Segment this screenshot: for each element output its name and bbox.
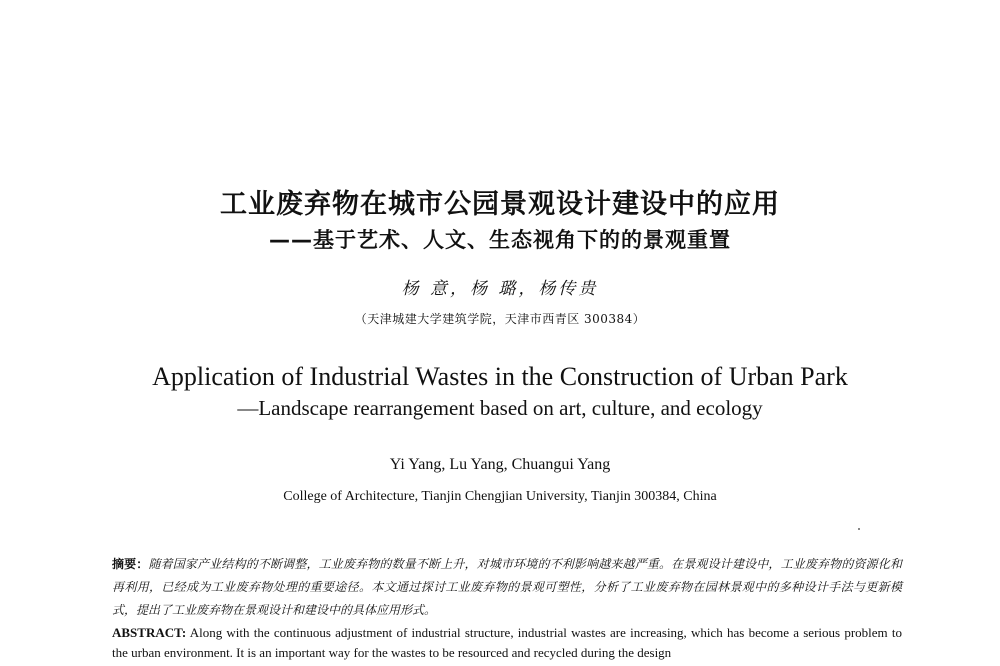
chinese-abstract-label: 摘要： [112,557,149,571]
chinese-affiliation: （天津城建大学建筑学院，天津市西青区 300384） [354,312,646,326]
english-authors: Yi Yang, Lu Yang, Chuangui Yang [389,456,611,473]
english-title: Application of Industrial Wastes in the Construction of Urban Park [152,362,848,391]
chinese-authors: 杨 意，杨 璐，杨传贵 [401,279,599,299]
english-abstract [112,623,902,663]
chinese-abstract [112,553,902,622]
chinese-title: 工业废弃物在城市公园景观设计建设中的应用 [220,189,780,220]
scan-speck [858,528,860,530]
chinese-subtitle: ——基于艺术、人文、生态视角下的的景观重置 [269,228,731,252]
english-subtitle: —Landscape rearrangement based on art, culture, and ecology [237,396,763,420]
chinese-abstract-text: 随着国家产业结构的不断调整，工业废弃物的数量不断上升，对城市环境的不利影响越来越严重。在景观设计建设中，工业废弃物的资源化和再利用，已经成为工业废弃物处理的重要途径。本文通过探讨工业废弃物的景观可塑性，分析了工业废弃物在园林景观中的多种设计手法与更新模式，提出了工业废弃物在景观设计和建设中的具体应用形式。 [112,557,902,617]
english-abstract-text: Along with the continuous adjustment of industrial structure, industrial wastes are increasing, which has become a serious problem to the urban environment. It is an important way for the wastes to be resourced and recycled during the design [112,625,902,660]
english-abstract-label: ABSTRACT: [112,625,187,640]
english-affiliation: College of Architecture, Tianjin Chengjian University, Tianjin 300384, China [283,489,717,504]
